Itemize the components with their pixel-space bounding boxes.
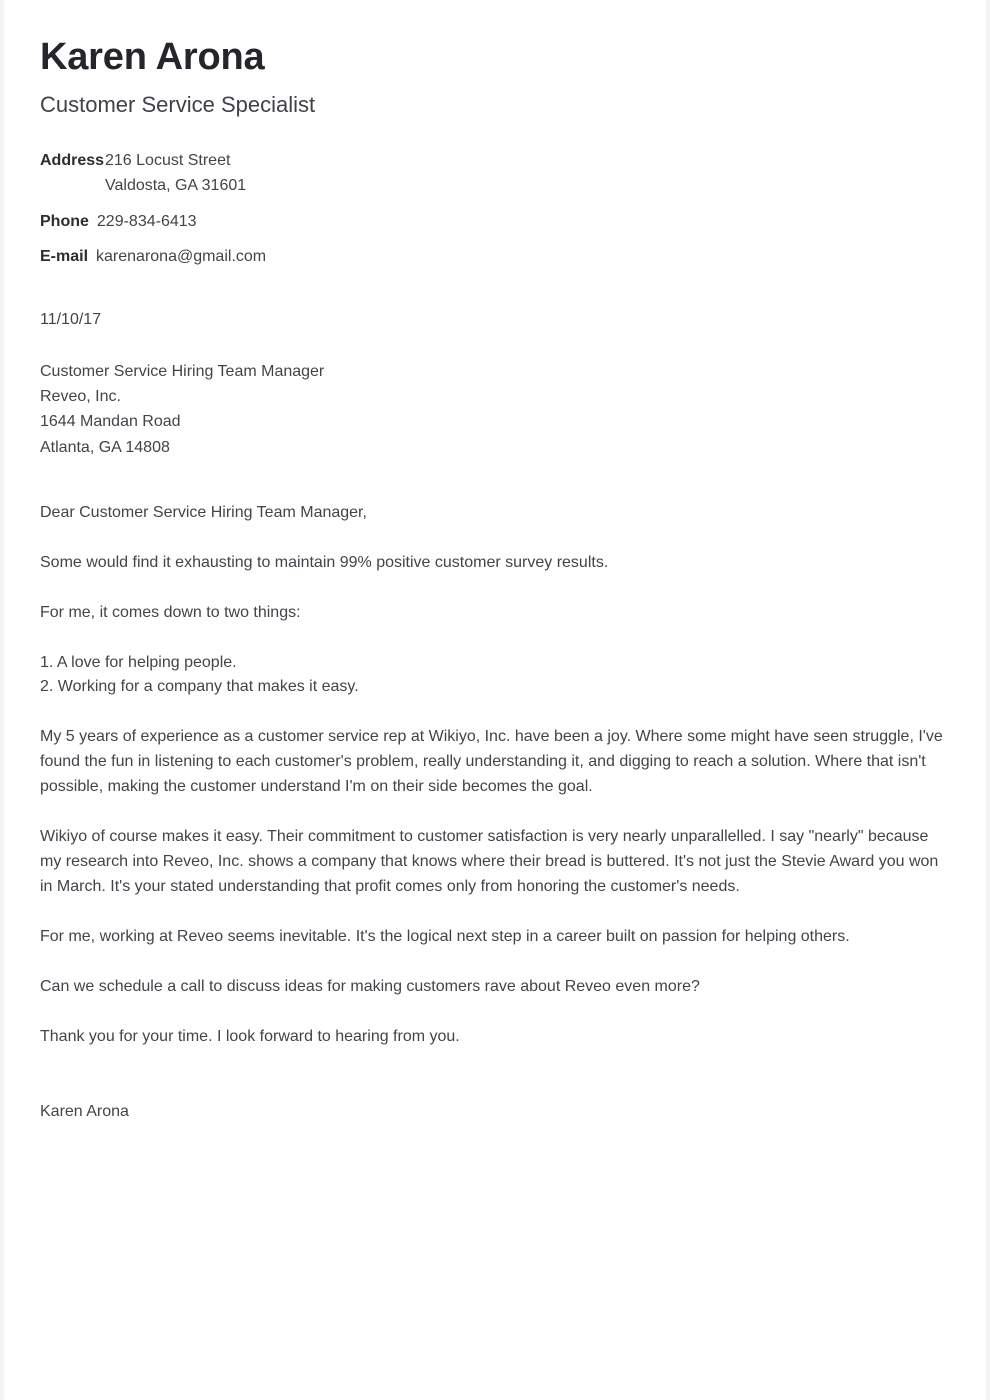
address-line-2: Valdosta, GA 31601 (105, 177, 247, 195)
contact-block (40, 148, 945, 270)
paragraph-7: Thank you for your time. I look forward to hearing from you. (40, 1028, 460, 1046)
list-item: 2. Working for a company that makes it easy. (40, 678, 359, 696)
address-line-1: 216 Locust Street (105, 152, 231, 170)
contact-row-address (40, 148, 945, 199)
contact-row-email (40, 244, 945, 270)
letter-date: 11/10/17 (40, 311, 102, 329)
address-label: Address (40, 152, 105, 170)
paragraph-1: Some would find it exhausting to maintain 99% positive customer survey results. (40, 553, 609, 571)
recipient-line: Customer Service Hiring Team Manager (40, 363, 325, 381)
paragraph-4: Wikiyo of course makes it easy. Their commitment to customer satisfaction is very nearly unparallelled. I say "nearly" because my research into Reveo, Inc. shows a company that knows where their bread is buttered. It's not just the Stevie Award you won in March. It's your stated understanding that profit comes only from honoring the customer's needs. (40, 828, 939, 896)
phone-label: Phone (40, 212, 89, 230)
recipient-line: 1644 Mandan Road (40, 413, 181, 431)
paragraph-5: For me, working at Reveo seems inevitable. It's the logical next step in a career built on passion for helping others. (40, 928, 850, 946)
salutation: Dear Customer Service Hiring Team Manager, (40, 503, 367, 521)
recipient-block (40, 359, 945, 459)
applicant-job-title: Customer Service Specialist (40, 91, 316, 117)
phone-value: 229-834-6413 (96, 212, 197, 230)
paragraph-2: For me, it comes down to two things: (40, 603, 301, 621)
recipient-line: Reveo, Inc. (40, 388, 121, 406)
email-label: E-mail (40, 248, 89, 266)
paragraph-3: My 5 years of experience as a customer service rep at Wikiyo, Inc. have been a joy. Where some might have seen struggle, I've found the fun in listening to each customer's problem, really understanding it, and digging to reach a solution. Where that isn't possible, making the customer understand I'm on their side becomes the goal. (40, 728, 943, 796)
recipient-line: Atlanta, GA 14808 (40, 438, 170, 456)
letter-body (40, 501, 945, 1125)
signature: Karen Arona (40, 1102, 129, 1120)
paragraph-6: Can we schedule a call to discuss ideas for making customers rave about Reveo even more? (40, 978, 700, 996)
address-values (105, 148, 246, 199)
email-value: karenarona@gmail.com (96, 248, 267, 266)
contact-row-phone (40, 209, 945, 235)
list-item: 1. A love for helping people. (40, 653, 237, 671)
numbered-list (40, 651, 945, 701)
applicant-name: Karen Arona (40, 36, 265, 78)
